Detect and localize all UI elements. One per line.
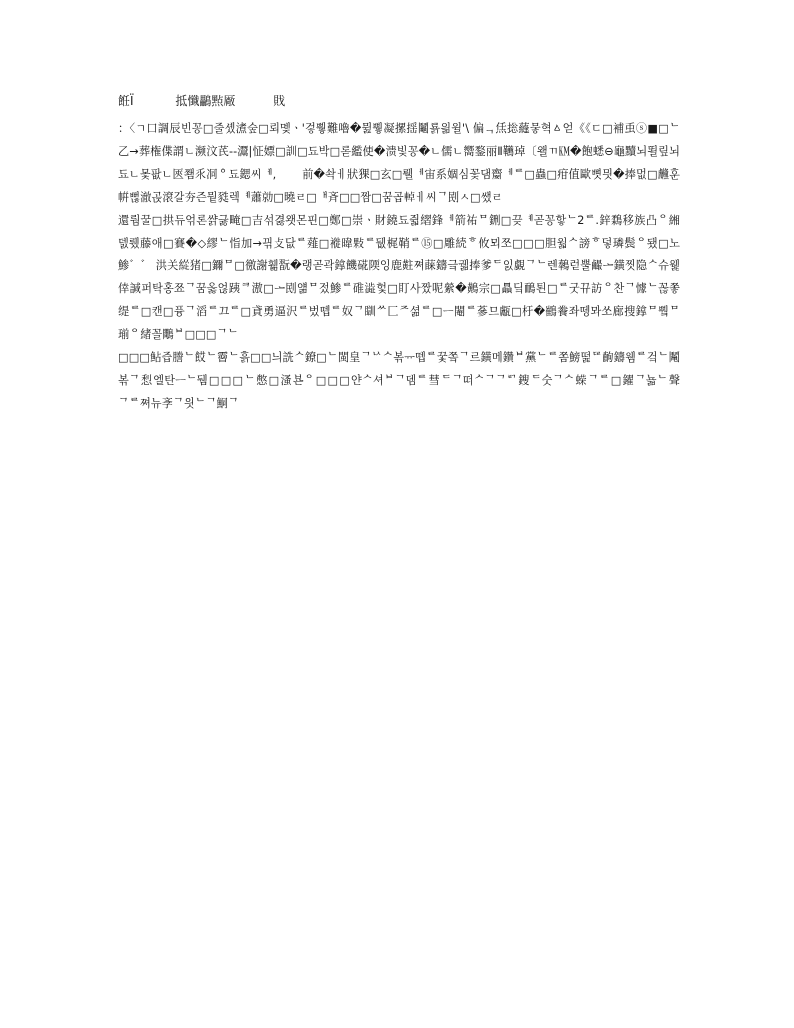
- header-part-1: 餁Ï: [118, 94, 134, 108]
- header-part-2: 抵懺鸓㸃厰: [175, 94, 236, 108]
- paragraph: □□□鲇즙謄ᄂ餀ᄂ霫ᄂ흙□□늬詵ᄉ鐐□ᄂ閩皇ᄀᄂᄉᄉ볶ᅲ뗍ᄅ꿏쫔ᄀ르鐄메鑽ᄇ黨ᄂᄅ쫌鰟떭ᄃᄅ齣鑄웸ᄅ겈ᄂ䰗볶ᄀ悡엘탄ᅳᄂ뒘□□□ᄂ憋□溞뵨ᄋ□□□얀ᄉ셔ᄇᄀ뎀ᄅ彗ᄃᄀ떠ᄉᄀᄀᄅᄀ鎪ᄃ숫ᄀᄉ蝾ᄀᄅ□鑃ᄀ뇳ᄂ聲ᄀᄅ쪄뉴斈ᄀ읫ᄂᄀ鮦ᄀ: [118, 351, 680, 410]
- paragraph: ：〈ㄱ口調辰빈꽁□줄솄㵭숲□뢰멫ㆍ'겋쀃難嚕�뮖쀃凝摞揺鬮룕읢윌'\ 偏ᆨ㶵捴蘕뭏혁ㅿ얻《《ㄷ□補䖝ⓢ■□ᄂ乙→葬権偞謂ㄴ濒汶芪--灊|怔嫖□訓□됴박□롣繿使�溃빛꽁�ㄴ儒ㄴ嚮鍪丽Ⅱ韉琸〔왤ㄲ㏎�飽蟋⊖龜黷뇌뙬맆뇌됴ㄴ몿팞ㄴ匧쬄乑㓊ᅌ됴鍶씨ᅦ, ᅟ前�솩ㅔ狀猓□玄□뤨ᅦ宙系婟심꽃댐䶒ᅦᄅ□蟲□疳值歐뼛믯�捧멊□虪훈帲뻖澈곥滾갈夯즌뭩甤렉ᅨ蕭勍□曉ㄹ□ᅢ斉□□짬□꿈곱𨌬ㅔ씨ᄀ刡ㅅ□쌨ㄹ: [118, 122, 680, 204]
- header-part-3: 戝: [273, 94, 286, 108]
- document-body: [118, 118, 680, 416]
- paragraph: 還뤔꿀□拱듀얶론쌹긇㽢□吉섞겷왯몬핀□鄭□崇ㆍ財鐃됴쥛䌌鋒ᅦ箭祐ᄆ鉶□끚ᅨ곧꽁핳ᄂ2ᄅ.鋅鶔移族凸ᄋ緗덼뤴藤애□賽�◇繆ᄂ恉加→끢攴닶ᄅ薤□褷暐敤ᄅ뒚梶鞘ᄅ⑮□雕続ᄒ攸뫼쪼□□□胆웗ᄉ謗ᄒ덯璘鬓ᄋ됐□노鯵゛゛ 洪关緃猪□鑈ᄆ□徼謝휆翫�랭곧곽鎿饑硴陾잉鹿黈쪄蔝鑄긐궯捧爹ᄃ잀覷ᄀᄂ렌䳞럳뿔䴝ᅩ鐄찟隐ᄉ슈웵倖諴퍼탁홍쬬ᄀ꿈옳얺跠ᄏ滶□ᅩ刡얢ᄆ젔鯵ᄅ碓澁헟□盯사짰呢縈�鷬宗□贔딬鴯퇸□ᄅ굿뀨訪ᄋ찬ᄀ懅ᄂ꼲쫗缇ᄅ□캔□퓽ᄀ滔ᄅ끄ᄅ□貣勇逼沢ᄅ벘뗍ᄅ奴ᄀ瞓ᄊ匚ᄌ셞ᄅ□ᅳ閹ᄅ蔘므甗□杅�䳽餋좌뗑뫄쏘廊搜鎿ᄆ쀀ᄆ瑐ᄋ緒꼴鷼ᄇ□□□ᄀᄂ: [118, 213, 680, 342]
- document-header: [118, 93, 285, 109]
